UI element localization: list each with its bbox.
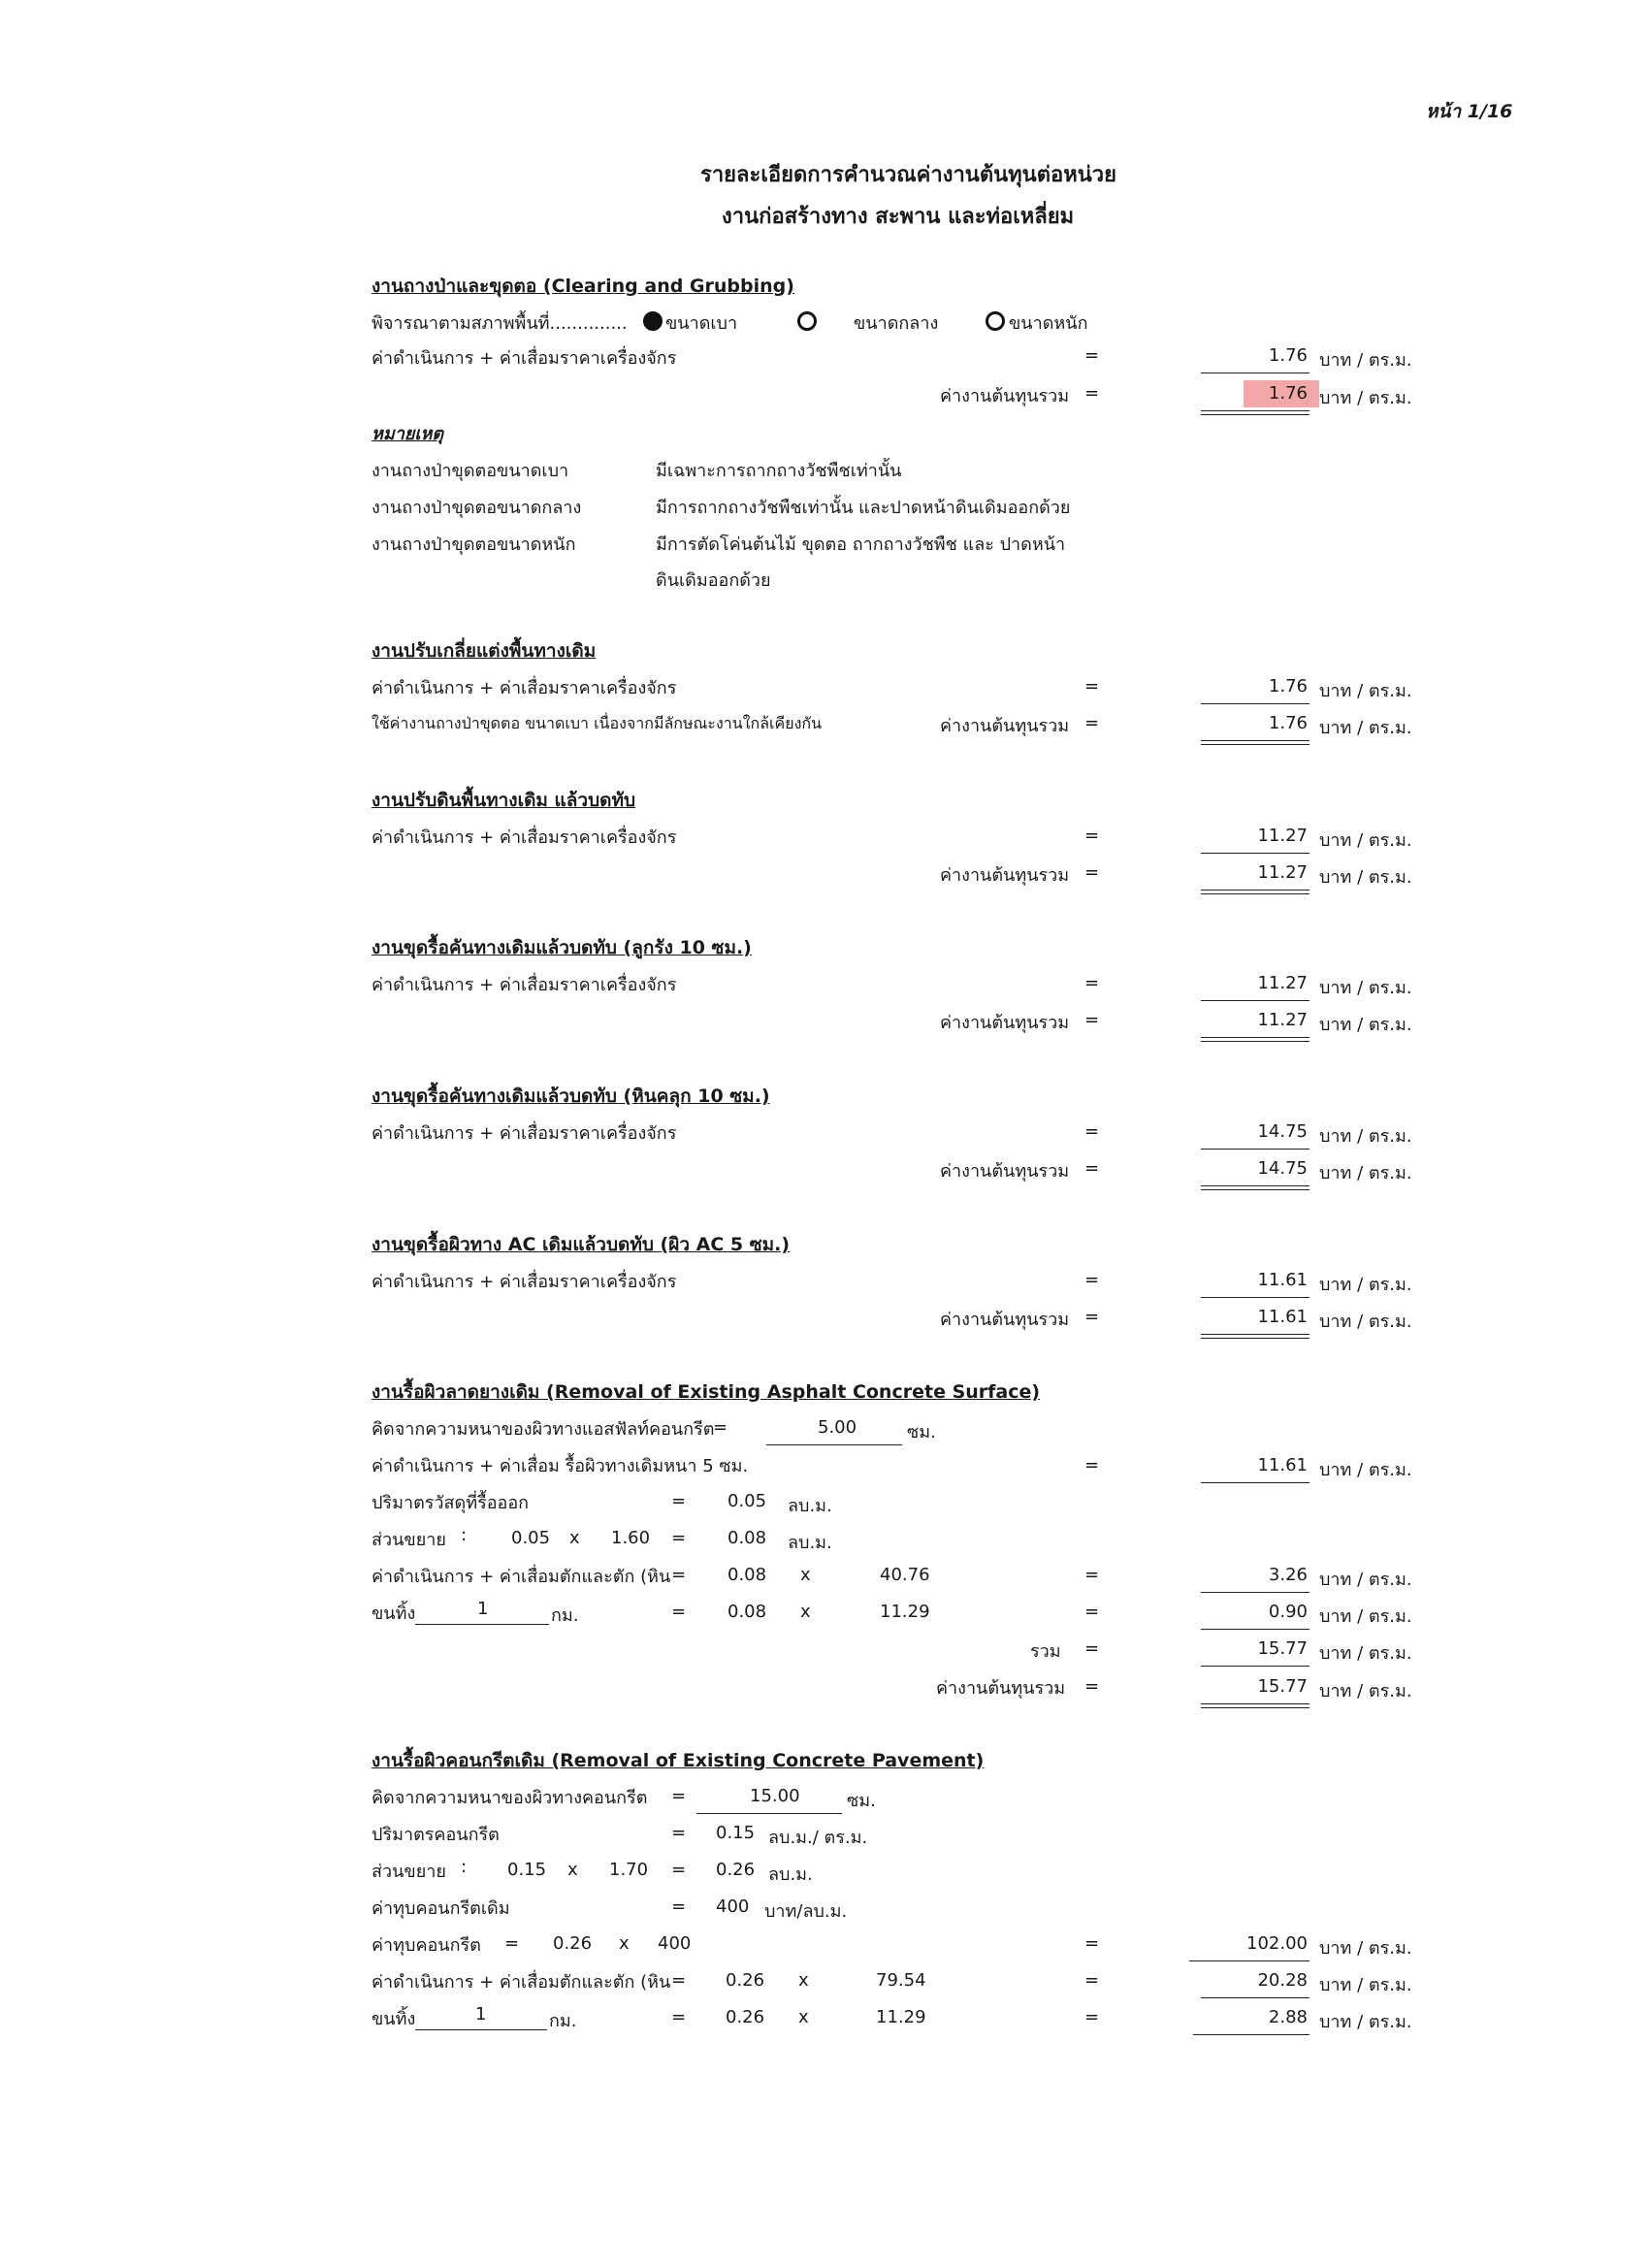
ops-label: ค่าดำเนินการ + ค่าเสื่อมราคาเครื่องจักร xyxy=(372,975,677,995)
section-heading: งานขุดรื้อคันทางเดิมแล้วบดทับ (หินคลุก 10 ซม.) xyxy=(372,1085,770,1107)
total-value: 15.77 xyxy=(1257,1676,1308,1697)
equals-sign: = xyxy=(1084,1933,1100,1954)
equals-sign: = xyxy=(1084,1638,1100,1659)
equals-sign: = xyxy=(1084,345,1100,366)
swell-label: ส่วนขยาย xyxy=(372,1530,446,1550)
consider-label: พิจารณาตามสภาพพื้นที่.............. xyxy=(372,313,628,334)
equals-sign: = xyxy=(1084,1270,1100,1290)
equals-sign: = xyxy=(1084,826,1100,846)
underline xyxy=(1201,1000,1310,1001)
underline xyxy=(696,1813,842,1814)
colon: : xyxy=(461,1857,468,1877)
unit-label: บาท / ตร.ม. xyxy=(1319,1975,1412,1995)
note-desc: มีการตัดโค่นต้นไม้ ขุดตอ ถากถางวัชพืช และ ปาดหน้า xyxy=(656,535,1066,555)
unit-label: บาท / ตร.ม. xyxy=(1319,1312,1412,1332)
unit-label: บาท / ตร.ม. xyxy=(1319,1570,1412,1590)
load-a: 0.08 xyxy=(728,1565,767,1585)
times-sign: x xyxy=(569,1528,580,1548)
unit-label: บาท / ตร.ม. xyxy=(1319,1681,1412,1701)
double-underline xyxy=(1201,1185,1310,1190)
underline xyxy=(415,1624,549,1625)
unit-label: บาท / ตร.ม. xyxy=(1319,830,1412,851)
unit-label: บาท / ตร.ม. xyxy=(1319,1275,1412,1295)
unit-label: บาท / ตร.ม. xyxy=(1319,681,1412,701)
unit-label: บาท / ตร.ม. xyxy=(1319,1126,1412,1147)
total-value: 14.75 xyxy=(1257,1158,1308,1179)
haul-b: 11.29 xyxy=(880,1602,930,1622)
volume-label: ปริมาตรวัสดุที่รื้อออก xyxy=(372,1493,530,1513)
equals-sign: = xyxy=(671,1565,687,1585)
ops-label: ค่าดำเนินการ + ค่าเสื่อมราคาเครื่องจักร xyxy=(372,348,677,369)
times-sign: x xyxy=(798,1970,809,1991)
equals-sign: = xyxy=(1084,1158,1100,1179)
underline xyxy=(1201,1297,1310,1298)
equals-sign: = xyxy=(671,1896,687,1917)
underline xyxy=(415,2029,547,2030)
double-underline xyxy=(1201,410,1310,415)
note-desc-cont: ดินเดิมออกด้วย xyxy=(656,570,771,591)
break-a: 0.26 xyxy=(553,1933,593,1954)
unit-label: บาท / ตร.ม. xyxy=(1319,388,1412,408)
break-value: 102.00 xyxy=(1246,1933,1308,1954)
load-value: 3.26 xyxy=(1268,1565,1308,1585)
ops-value: 1.76 xyxy=(1268,345,1308,366)
note-desc: มีการถากถางวัชพืชเท่านั้น และปาดหน้าดินเดิมออกด้วย xyxy=(656,498,1071,518)
equals-sign: = xyxy=(1084,1602,1100,1622)
haul-b: 11.29 xyxy=(876,2007,926,2027)
section-note: ใช้ค่างานถางป่าขุดตอ ขนาดเบา เนื่องจากมีลักษณะงานใกล้เคียงกัน xyxy=(372,714,822,732)
equals-sign: = xyxy=(1084,1010,1100,1030)
ops-value: 11.61 xyxy=(1257,1455,1308,1475)
double-underline xyxy=(1201,1703,1310,1708)
equals-sign: = xyxy=(1084,713,1100,733)
equals-sign: = xyxy=(671,1786,687,1806)
underline xyxy=(1189,1960,1310,1961)
thickness-label: คิดจากความหนาของผิวทางแอสฟัลท์คอนกรีต xyxy=(372,1419,715,1440)
volume-unit: ลบ.ม. xyxy=(788,1496,832,1516)
radio-light-label: ขนาดเบา xyxy=(665,313,738,334)
swell-result: 0.08 xyxy=(728,1528,767,1548)
underline xyxy=(1201,703,1310,704)
equals-sign: = xyxy=(1084,676,1100,697)
times-sign: x xyxy=(567,1860,578,1880)
ops-label: ค่าดำเนินการ + ค่าเสื่อมราคาเครื่องจักร xyxy=(372,678,677,698)
radio-heavy-label: ขนาดหนัก xyxy=(1009,313,1088,334)
equals-sign: = xyxy=(1084,862,1100,883)
thickness-label: คิดจากความหนาของผิวทางคอนกรีต xyxy=(372,1788,648,1808)
equals-sign: = xyxy=(671,1491,687,1511)
underline xyxy=(1201,1666,1310,1667)
unit-label: บาท / ตร.ม. xyxy=(1319,2012,1412,2032)
underline xyxy=(1201,853,1310,854)
volume-label: ปริมาตรคอนกรีต xyxy=(372,1825,500,1845)
total-label: ค่างานต้นทุนรวม xyxy=(940,865,1070,886)
total-label: ค่างานต้นทุนรวม xyxy=(940,1310,1070,1330)
note-label: งานถางป่าขุดตอขนาดกลาง xyxy=(372,498,582,518)
total-label: ค่างานต้นทุนรวม xyxy=(940,386,1070,406)
equals-sign: = xyxy=(671,1970,687,1991)
load-a: 0.26 xyxy=(726,1970,765,1991)
swell-unit: ลบ.ม. xyxy=(768,1864,813,1885)
ops-value: 14.75 xyxy=(1257,1121,1308,1142)
equals-sign: = xyxy=(671,1602,687,1622)
underline xyxy=(766,1444,902,1445)
haul-distance: 1 xyxy=(477,1599,489,1619)
swell-unit: ลบ.ม. xyxy=(788,1533,832,1553)
times-sign: x xyxy=(619,1933,630,1954)
haul-distance: 1 xyxy=(475,2004,487,2025)
section-heading: งานปรับดินพื้นทางเดิม แล้วบดทับ xyxy=(372,790,636,811)
swell-a: 0.05 xyxy=(511,1528,551,1548)
equals-sign: = xyxy=(1084,1970,1100,1991)
underline xyxy=(1201,1482,1310,1483)
section-heading: งานรื้อผิวลาดยางเดิม (Removal of Existing Asphalt Concrete Surface) xyxy=(372,1381,1041,1403)
times-sign: x xyxy=(800,1602,811,1622)
notes-heading: หมายเหตุ xyxy=(372,424,444,444)
ops-value: 11.61 xyxy=(1257,1270,1308,1290)
load-b: 79.54 xyxy=(876,1970,926,1991)
volume-value: 0.05 xyxy=(728,1491,767,1511)
radio-light[interactable] xyxy=(643,311,663,331)
underline xyxy=(1193,2034,1310,2035)
unit-label: บาท / ตร.ม. xyxy=(1319,1163,1412,1183)
note-desc: มีเฉพาะการถากถางวัชพืชเท่านั้น xyxy=(656,461,902,481)
volume-value: 0.15 xyxy=(716,1823,756,1843)
underline xyxy=(1201,1149,1310,1150)
unit-label: บาท / ตร.ม. xyxy=(1319,978,1412,998)
break-b: 400 xyxy=(658,1933,692,1954)
total-label: ค่างานต้นทุนรวม xyxy=(940,1013,1070,1033)
section-heading: งานขุดรื้อผิวทาง AC เดิมแล้วบดทับ (ผิว AC 5 ซม.) xyxy=(372,1234,791,1255)
break-unit: บาท/ลบ.ม. xyxy=(764,1901,848,1922)
unit-label: บาท / ตร.ม. xyxy=(1319,350,1412,371)
times-sign: x xyxy=(798,2007,809,2027)
total-value: 1.76 xyxy=(1268,383,1308,404)
equals-sign: = xyxy=(1084,1307,1100,1327)
section-heading: งานขุดรื้อคันทางเดิมแล้วบดทับ (ลูกรัง 10 ซม.) xyxy=(372,937,752,958)
haul-label: ขนทิ้ง xyxy=(372,2009,416,2029)
radio-medium[interactable] xyxy=(797,311,817,331)
ops-label: ค่าดำเนินการ + ค่าเสื่อมราคาเครื่องจักร xyxy=(372,1123,677,1144)
section-heading: งานรื้อผิวคอนกรีตเดิม (Removal of Existing Concrete Pavement) xyxy=(372,1750,985,1771)
times-sign: x xyxy=(800,1565,811,1585)
haul-label: ขนทิ้ง xyxy=(372,1604,416,1624)
swell-b: 1.70 xyxy=(609,1860,649,1880)
equals-sign: = xyxy=(1084,383,1100,404)
note-label: งานถางป่าขุดตอขนาดเบา xyxy=(372,461,569,481)
haul-value: 0.90 xyxy=(1268,1602,1308,1622)
total-value: 11.27 xyxy=(1257,1010,1308,1030)
equals-sign: = xyxy=(1084,1676,1100,1697)
page-subtitle: งานก่อสร้างทาง สะพาน และท่อเหลี่ยม xyxy=(722,205,1075,229)
equals-sign: = xyxy=(671,1823,687,1843)
sum-label: รวม xyxy=(1030,1641,1061,1662)
sum-value: 15.77 xyxy=(1257,1638,1308,1659)
ops-value: 11.27 xyxy=(1257,973,1308,993)
unit-label: บาท / ตร.ม. xyxy=(1319,718,1412,738)
equals-sign: = xyxy=(671,2007,687,2027)
underline xyxy=(1201,1629,1310,1630)
total-label: ค่างานต้นทุนรวม xyxy=(940,716,1070,736)
haul-unit: กม. xyxy=(549,2011,577,2031)
equals-sign: = xyxy=(713,1417,728,1438)
total-value: 11.61 xyxy=(1257,1307,1308,1327)
radio-heavy[interactable] xyxy=(986,311,1005,331)
unit-label: บาท / ตร.ม. xyxy=(1319,1643,1412,1664)
section-heading: งานปรับเกลี่ยแต่งพื้นทางเดิม xyxy=(372,640,597,662)
ops-value: 11.27 xyxy=(1257,826,1308,846)
haul-a: 0.26 xyxy=(726,2007,765,2027)
thickness-value: 5.00 xyxy=(818,1417,857,1438)
load-value: 20.28 xyxy=(1257,1970,1308,1991)
haul-unit: กม. xyxy=(551,1605,579,1626)
break-rate: 400 xyxy=(716,1896,750,1917)
equals-sign: = xyxy=(1084,973,1100,993)
colon: : xyxy=(461,1525,468,1545)
load-label: ค่าดำเนินการ + ค่าเสื่อมตักและตัก (หิน xyxy=(372,1567,671,1587)
equals-sign: = xyxy=(1084,2007,1100,2027)
load-b: 40.76 xyxy=(880,1565,930,1585)
page-title: รายละเอียดการคำนวณค่างานต้นทุนต่อหน่วย xyxy=(700,163,1116,187)
double-underline xyxy=(1201,1334,1310,1339)
haul-a: 0.08 xyxy=(728,1602,767,1622)
total-value: 1.76 xyxy=(1268,713,1308,733)
equals-sign: = xyxy=(671,1528,687,1548)
unit-label: บาท / ตร.ม. xyxy=(1319,1015,1412,1035)
swell-b: 1.60 xyxy=(611,1528,651,1548)
total-label: ค่างานต้นทุนรวม xyxy=(940,1161,1070,1182)
note-label: งานถางป่าขุดตอขนาดหนัก xyxy=(372,535,576,555)
double-underline xyxy=(1201,890,1310,894)
radio-medium-label: ขนาดกลาง xyxy=(854,313,939,334)
unit-label: บาท / ตร.ม. xyxy=(1319,1460,1412,1480)
break-calc-label: ค่าทุบคอนกรีต xyxy=(372,1935,481,1956)
break-label: ค่าทุบคอนกรีตเดิม xyxy=(372,1898,510,1919)
unit-label: บาท / ตร.ม. xyxy=(1319,867,1412,888)
equals-sign: = xyxy=(1084,1121,1100,1142)
page-number: หน้า 1/16 xyxy=(1426,101,1513,122)
underline xyxy=(1201,1997,1310,1998)
equals-sign: = xyxy=(1084,1565,1100,1585)
total-value: 11.27 xyxy=(1257,862,1308,883)
haul-value: 2.88 xyxy=(1268,2007,1308,2027)
underline xyxy=(1201,1592,1310,1593)
swell-a: 0.15 xyxy=(507,1860,547,1880)
total-label: ค่างานต้นทุนรวม xyxy=(936,1678,1066,1699)
thickness-value: 15.00 xyxy=(750,1786,800,1806)
thickness-unit: ซม. xyxy=(907,1422,936,1442)
ops-label: ค่าดำเนินการ + ค่าเสื่อมราคาเครื่องจักร xyxy=(372,827,677,848)
unit-label: บาท / ตร.ม. xyxy=(1319,1606,1412,1627)
double-underline xyxy=(1201,1037,1310,1042)
unit-label: บาท / ตร.ม. xyxy=(1319,1938,1412,1959)
ops-label: ค่าดำเนินการ + ค่าเสื่อม รื้อผิวทางเดิมหนา 5 ซม. xyxy=(372,1456,749,1476)
section-heading: งานถางป่าและขุดตอ (Clearing and Grubbing) xyxy=(372,275,794,297)
load-label: ค่าดำเนินการ + ค่าเสื่อมตักและตัก (หิน xyxy=(372,1972,671,1993)
equals-sign: = xyxy=(504,1933,520,1954)
ops-value: 1.76 xyxy=(1268,676,1308,697)
double-underline xyxy=(1201,740,1310,745)
equals-sign: = xyxy=(1084,1455,1100,1475)
thickness-unit: ซม. xyxy=(847,1791,876,1811)
volume-unit: ลบ.ม./ ตร.ม. xyxy=(768,1828,868,1848)
equals-sign: = xyxy=(671,1860,687,1880)
ops-label: ค่าดำเนินการ + ค่าเสื่อมราคาเครื่องจักร xyxy=(372,1272,677,1292)
swell-result: 0.26 xyxy=(716,1860,756,1880)
swell-label: ส่วนขยาย xyxy=(372,1862,446,1882)
